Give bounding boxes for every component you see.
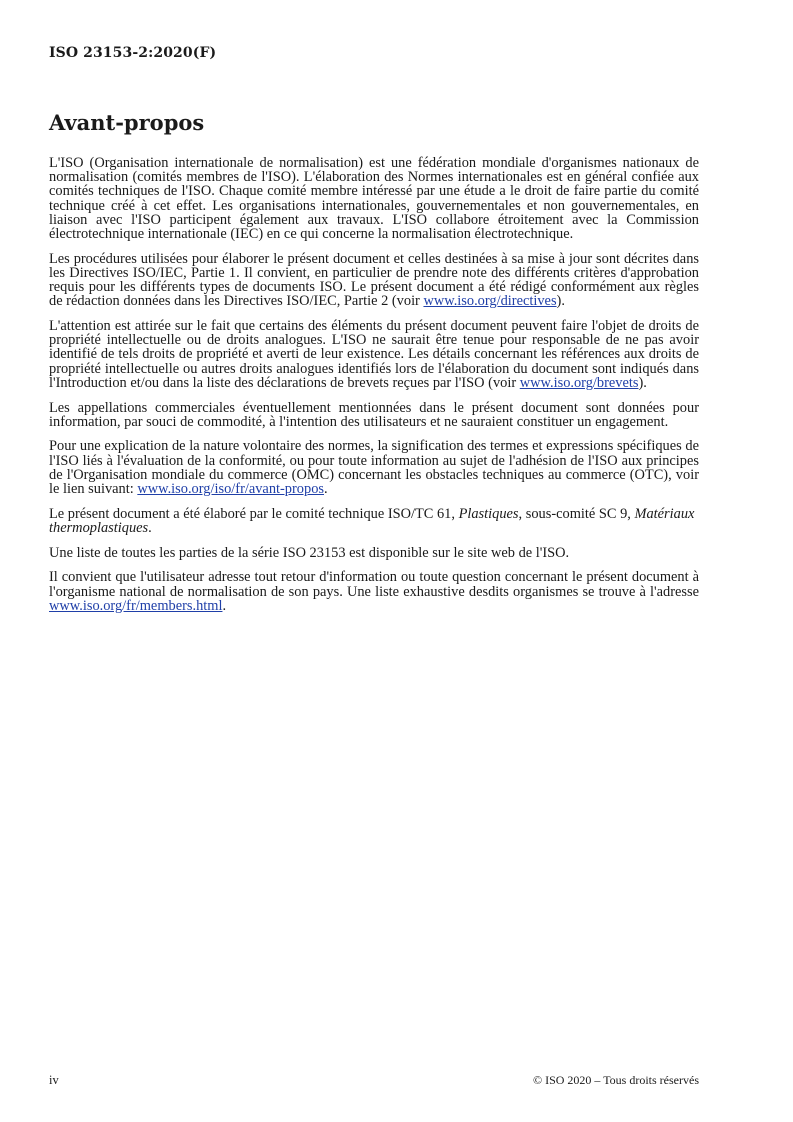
link-brevets[interactable]: www.iso.org/brevets [519,374,639,391]
paragraph-voluntary-nature [49,439,699,496]
paragraph-text: Il convient que l'utilisateur adresse tout retour d'information ou toute question concernant le présent document à l'organisme national de normalisation de son pays. Une liste exhaustive desdits organismes se trouve à l'adresse [49,569,699,600]
link-members[interactable]: www.iso.org/fr/members.html [49,597,223,614]
link-directives[interactable]: www.iso.org/directives [423,293,557,310]
paragraph-committee [49,507,699,535]
committee-name: Plastiques [458,505,519,522]
copyright-notice: © ISO 2020 – Tous droits réservés [532,1073,699,1087]
document-body [49,156,699,623]
paragraph-text: ). [556,293,565,310]
subcommittee-name: Matériaux thermoplastiques [49,505,695,536]
link-avant-propos[interactable]: www.iso.org/iso/fr/avant-propos [137,481,324,498]
paragraph-trade-names: Les appellations commerciales éventuellement mentionnées dans le présent document sont données pour information, par souci de commodité, à l'intention des utilisateurs et ne sauraient constituer un engagement. [49,399,699,430]
paragraph-text: Les procédures utilisées pour élaborer le présent document et celles destinées à sa mise à jour sont décrites dans les Directives ISO/IEC, Partie 1. Il convient, en particulier de prendre note des différents critères d'approbation requis pour les différents types de documents ISO. Le présent document a été rédigé conformément aux règles de rédaction données dans les Directives ISO/IEC, Partie 2 (voir [49,250,699,310]
page-title: Avant-propos [49,110,205,135]
paragraph-text: . [148,519,152,536]
paragraph-text: . [222,597,227,614]
paragraph-text: , sous-comité SC 9, [518,505,635,522]
document-code: ISO 23153-2:2020(F) [49,45,217,61]
paragraph-series-parts: Une liste de toutes les parties de la série ISO 23153 est disponible sur le site web de l'ISO. [49,544,570,561]
page-number: iv [49,1073,59,1087]
paragraph-feedback [49,570,699,613]
paragraph-patents [49,319,699,390]
paragraph-text: Le présent document a été élaboré par le comité technique ISO/TC 61, [49,505,459,522]
paragraph-text: . [323,481,328,498]
paragraph-text: ). [638,374,647,391]
paragraph-iso-organisation: L'ISO (Organisation internationale de normalisation) est une fédération mondiale d'organismes nationaux de normalisation (comités membres de l'ISO). L'élaboration des Normes internationales est en général confiée aux comités techniques de l'ISO. Chaque comité membre intéressé par une étude a le droit de faire partie du comité technique créé à cet effet. Les organisations internationales, gouvernementales et non gouvernementales, en liaison avec l'ISO participent également aux travaux. L'ISO collabore étroitement avec la Commission électrotechnique internationale (IEC) en ce qui concerne la normalisation électrotechnique. [49,155,699,243]
paragraph-text: L'attention est attirée sur le fait que certains des éléments du présent document peuvent faire l'objet de droits de propriété intellectuelle ou de droits analogues. L'ISO ne saurait être tenue pour responsable de ne pas avoir identifié de tels droits de propriété et averti de leur existence. Les détails concernant les références aux droits de propriété intellectuelle ou autres droits analogues identifiés lors de l'élaboration du document sont indiqués dans l'Introduction et/ou dans la liste des déclarations de brevets reçues par l'ISO (voir [49,318,699,391]
paragraph-procedures [49,252,699,309]
paragraph-text: Pour une explication de la nature volontaire des normes, la signification des termes et expressions spécifiques de l'ISO liés à l'évaluation de la conformité, ou pour toute information au sujet de l'adhésion de l'ISO aux principes de l'Organisation mondiale du commerce (OMC) concernant les obstacles techniques au commerce (OTC), voir le lien suivant: [49,438,699,498]
